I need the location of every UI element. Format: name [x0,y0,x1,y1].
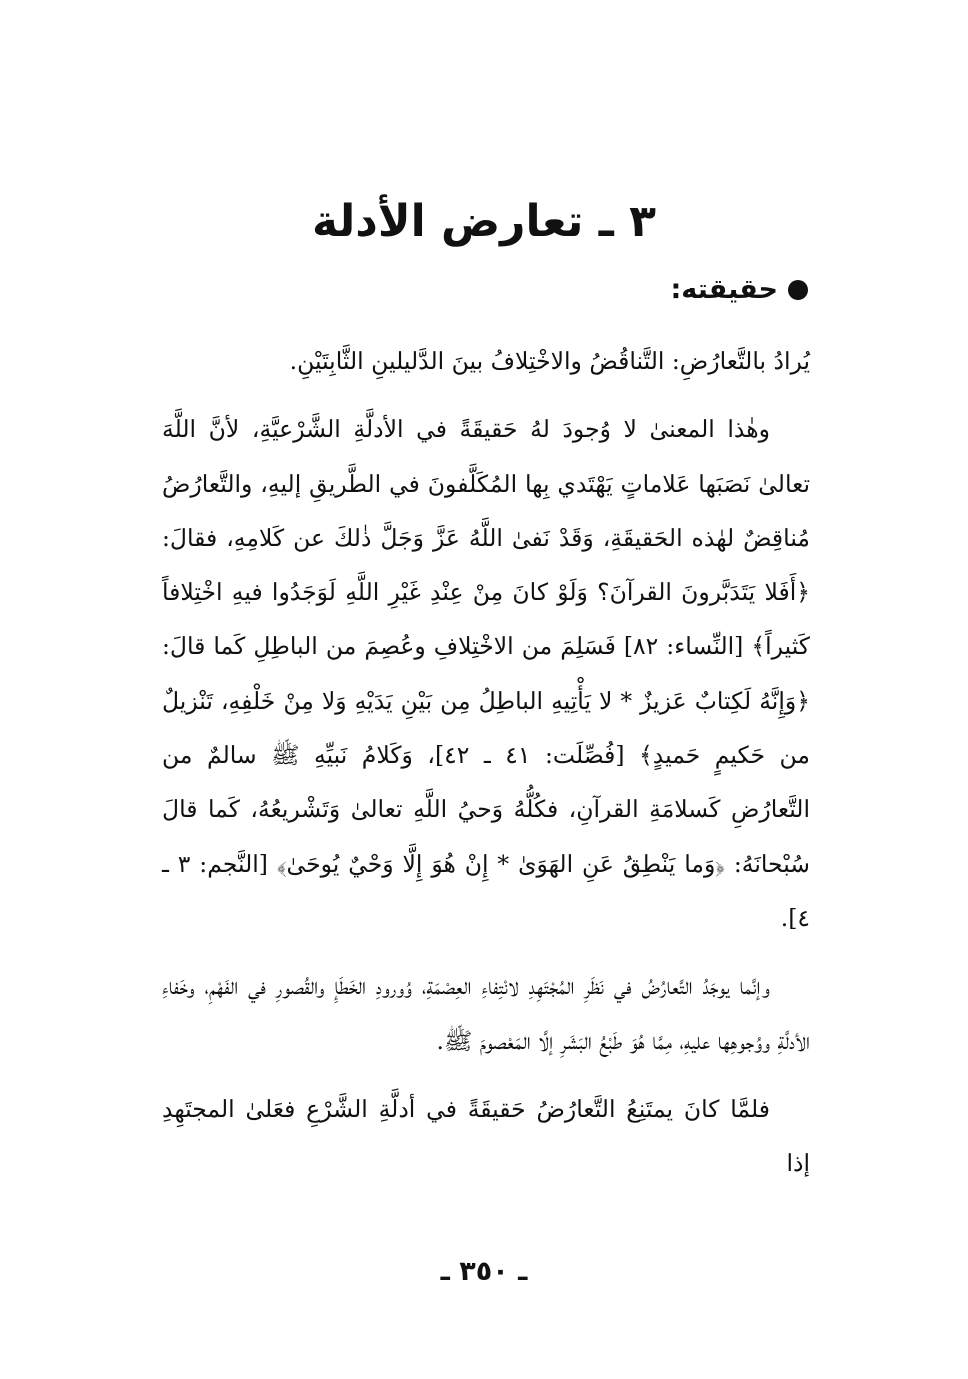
bullet-icon [788,280,808,300]
chapter-title: ٣ ـ تعارض الأدلة [312,196,656,247]
paragraph: فلمَّا كانَ يمتَنِعُ التَّعارُضُ حَقيقَةً في أدلَّةِ الشَّرْعِ فعَلىٰ المجتَهِدِ إذا [162,1094,810,1178]
section-heading-label: حقيقته: [670,274,778,305]
section-heading [670,270,808,310]
paragraph: وإنَّما يوجَدُ التَّعارُضُ في نَظَرِ المُجْتَهِدِ لانْتِفاءِ العِصْمَةِ، وُورودِ الخَطَإِ والقُصورِ في الفَهْمِ، وخَفاءِ الأدلَّةِ ووُجوهِها عليهِ، مِمَّا هُوَ طَبْعُ البَشَرِ إلَّا المَعْصومَ ﷺ. [162,972,810,1055]
paragraph: يُرادُ بالتَّعارُضِ: التَّناقُضُ والاخْتِلافُ بينَ الدَّليلينِ الثَّابِتَيْنِ. [289,347,810,375]
paragraph: وهٰذا المعنىٰ لا وُجودَ لهُ حَقيقَةً في الأدلَّةِ الشَّرْعيَّةِ، لأنَّ اللَّهَ تعالىٰ نَصَبَها عَلاماتٍ يَهْتَدي بِها المُكَلَّفونَ في الطَّريقِ إليهِ، والتَّعارُضُ مُناقِضٌ لهٰذه الحَقيقَةِ، وَقَدْ نَفىٰ اللَّهُ عَزَّ وَجَلَّ ذٰلكَ عن كَلامِهِ، فقالَ: ﴿أَفَلا يَتَدَبَّرونَ القرآنَ؟ وَلَوْ كانَ مِنْ عِنْدِ غَيْرِ اللَّهِ لَوَجَدُوا فيهِ اخْتِلافاً كَثيراً﴾ [النِّساء: ٨٢] فَسَلِمَ من الاخْتِلافِ وعُصِمَ من الباطِلِ كَما قالَ: ﴿وَإِنَّهُ لَكِتابٌ عَزيزٌ * لا يَأْتِيهِ الباطِلُ مِن بَيْنِ يَدَيْهِ وَلا مِنْ خَلْفِهِ، تَنْزيلٌ من حَكيمٍ حَميدٍ﴾ [فُصِّلَت: ٤١ ـ ٤٢]، وَكَلامُ نَبيِّهِ ﷺ سالمٌ من التَّعارُضِ كَسلامَةِ القرآنِ، فكُلُّهُ وَحيُ اللَّهِ تعالىٰ وَتَشْريعُهُ، كَما قالَ سُبْحانَهُ: ﴿وَما يَنْطِقُ عَنِ الهَوَىٰ * إِنْ هُوَ إِلَّا وَحْيٌ يُوحَىٰ﴾ [النَّجم: ٣ ـ ٤]. [162,415,811,932]
page-number: ـ ٣٥٠ ـ [440,1256,528,1287]
body-text [162,334,810,1204]
